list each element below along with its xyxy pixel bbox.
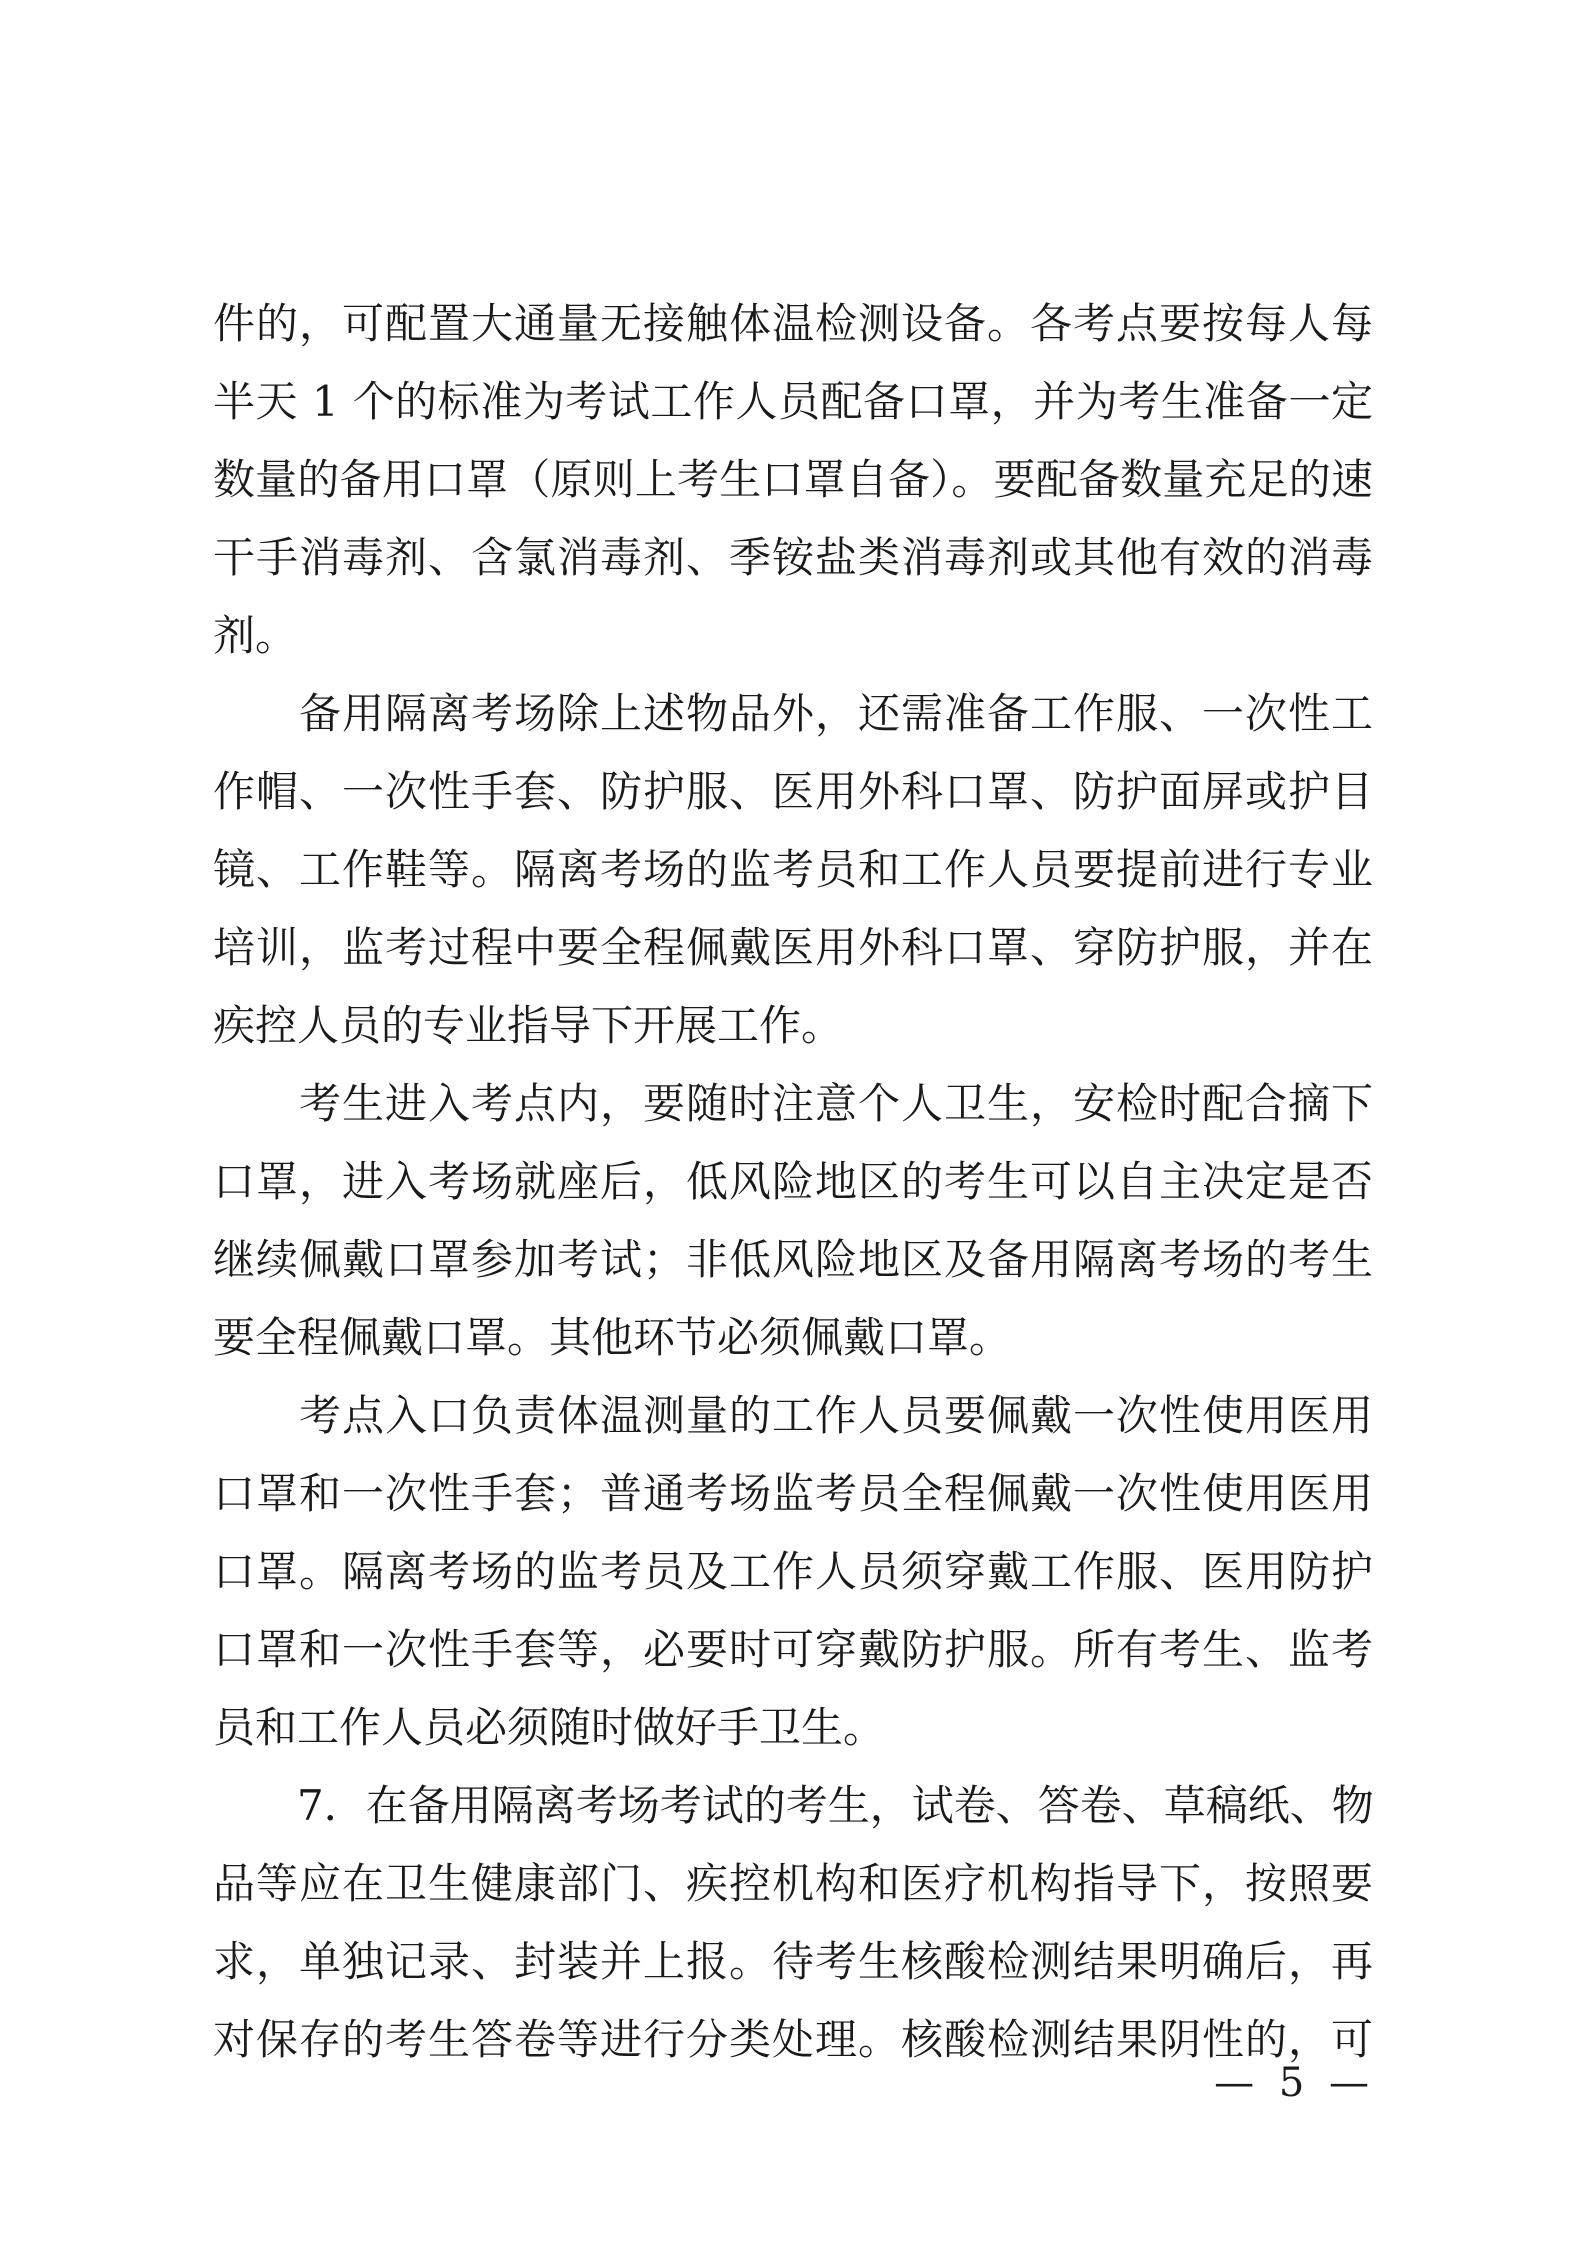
text-line: 剂。 bbox=[213, 611, 298, 660]
text-line: 件的，可配置大通量无接触体温检测设备。各考点要按每人每 bbox=[213, 299, 1373, 348]
text-line: 要全程佩戴口罩。其他环节必须佩戴口罩。 bbox=[213, 1313, 1012, 1362]
text-line: 员和工作人员必须随时做好手卫生。 bbox=[213, 1703, 886, 1752]
text-line: 干手消毒剂、含氯消毒剂、季铵盐类消毒剂或其他有效的消毒 bbox=[213, 533, 1373, 582]
text-line: 培训，监考过程中要全程佩戴医用外科口罩、穿防护服，并在 bbox=[213, 923, 1373, 972]
text-line: 品等应在卫生健康部门、疾控机构和医疗机构指导下，按照要 bbox=[213, 1859, 1373, 1908]
text-line: 继续佩戴口罩参加考试；非低风险地区及备用隔离考场的考生 bbox=[213, 1235, 1373, 1284]
text-line: 求，单独记录、封装并上报。待考生核酸检测结果明确后，再 bbox=[213, 1937, 1373, 1986]
text-line: 半天 1 个的标准为考试工作人员配备口罩，并为考生准备一定 bbox=[213, 377, 1373, 426]
text-line: 数量的备用口罩（原则上考生口罩自备）。要配备数量充足的速 bbox=[213, 455, 1373, 504]
text-line: 7．在备用隔离考场考试的考生，试卷、答卷、草稿纸、物 bbox=[213, 1781, 1374, 1830]
text-line: 作帽、一次性手套、防护服、医用外科口罩、防护面屏或护目 bbox=[213, 767, 1373, 816]
text-line: 口罩和一次性手套等，必要时可穿戴防护服。所有考生、监考 bbox=[213, 1625, 1373, 1674]
page-number: — 5 — bbox=[1214, 2060, 1375, 2106]
text-line: 考生进入考点内，要随时注意个人卫生，安检时配合摘下 bbox=[213, 1079, 1373, 1128]
text-line: 疾控人员的专业指导下开展工作。 bbox=[213, 1001, 844, 1050]
text-line: 镜、工作鞋等。隔离考场的监考员和工作人员要提前进行专业 bbox=[213, 845, 1373, 894]
text-line: 对保存的考生答卷等进行分类处理。核酸检测结果阴性的，可 bbox=[213, 2015, 1373, 2064]
text-line: 考点入口负责体温测量的工作人员要佩戴一次性使用医用 bbox=[213, 1391, 1373, 1440]
text-line: 口罩，进入考场就座后，低风险地区的考生可以自主决定是否 bbox=[213, 1157, 1373, 1206]
text-line: 口罩和一次性手套；普通考场监考员全程佩戴一次性使用医用 bbox=[213, 1469, 1373, 1518]
text-line: 备用隔离考场除上述物品外，还需准备工作服、一次性工 bbox=[213, 689, 1373, 738]
text-line: 口罩。隔离考场的监考员及工作人员须穿戴工作服、医用防护 bbox=[213, 1547, 1373, 1596]
document-body bbox=[213, 285, 1373, 2079]
